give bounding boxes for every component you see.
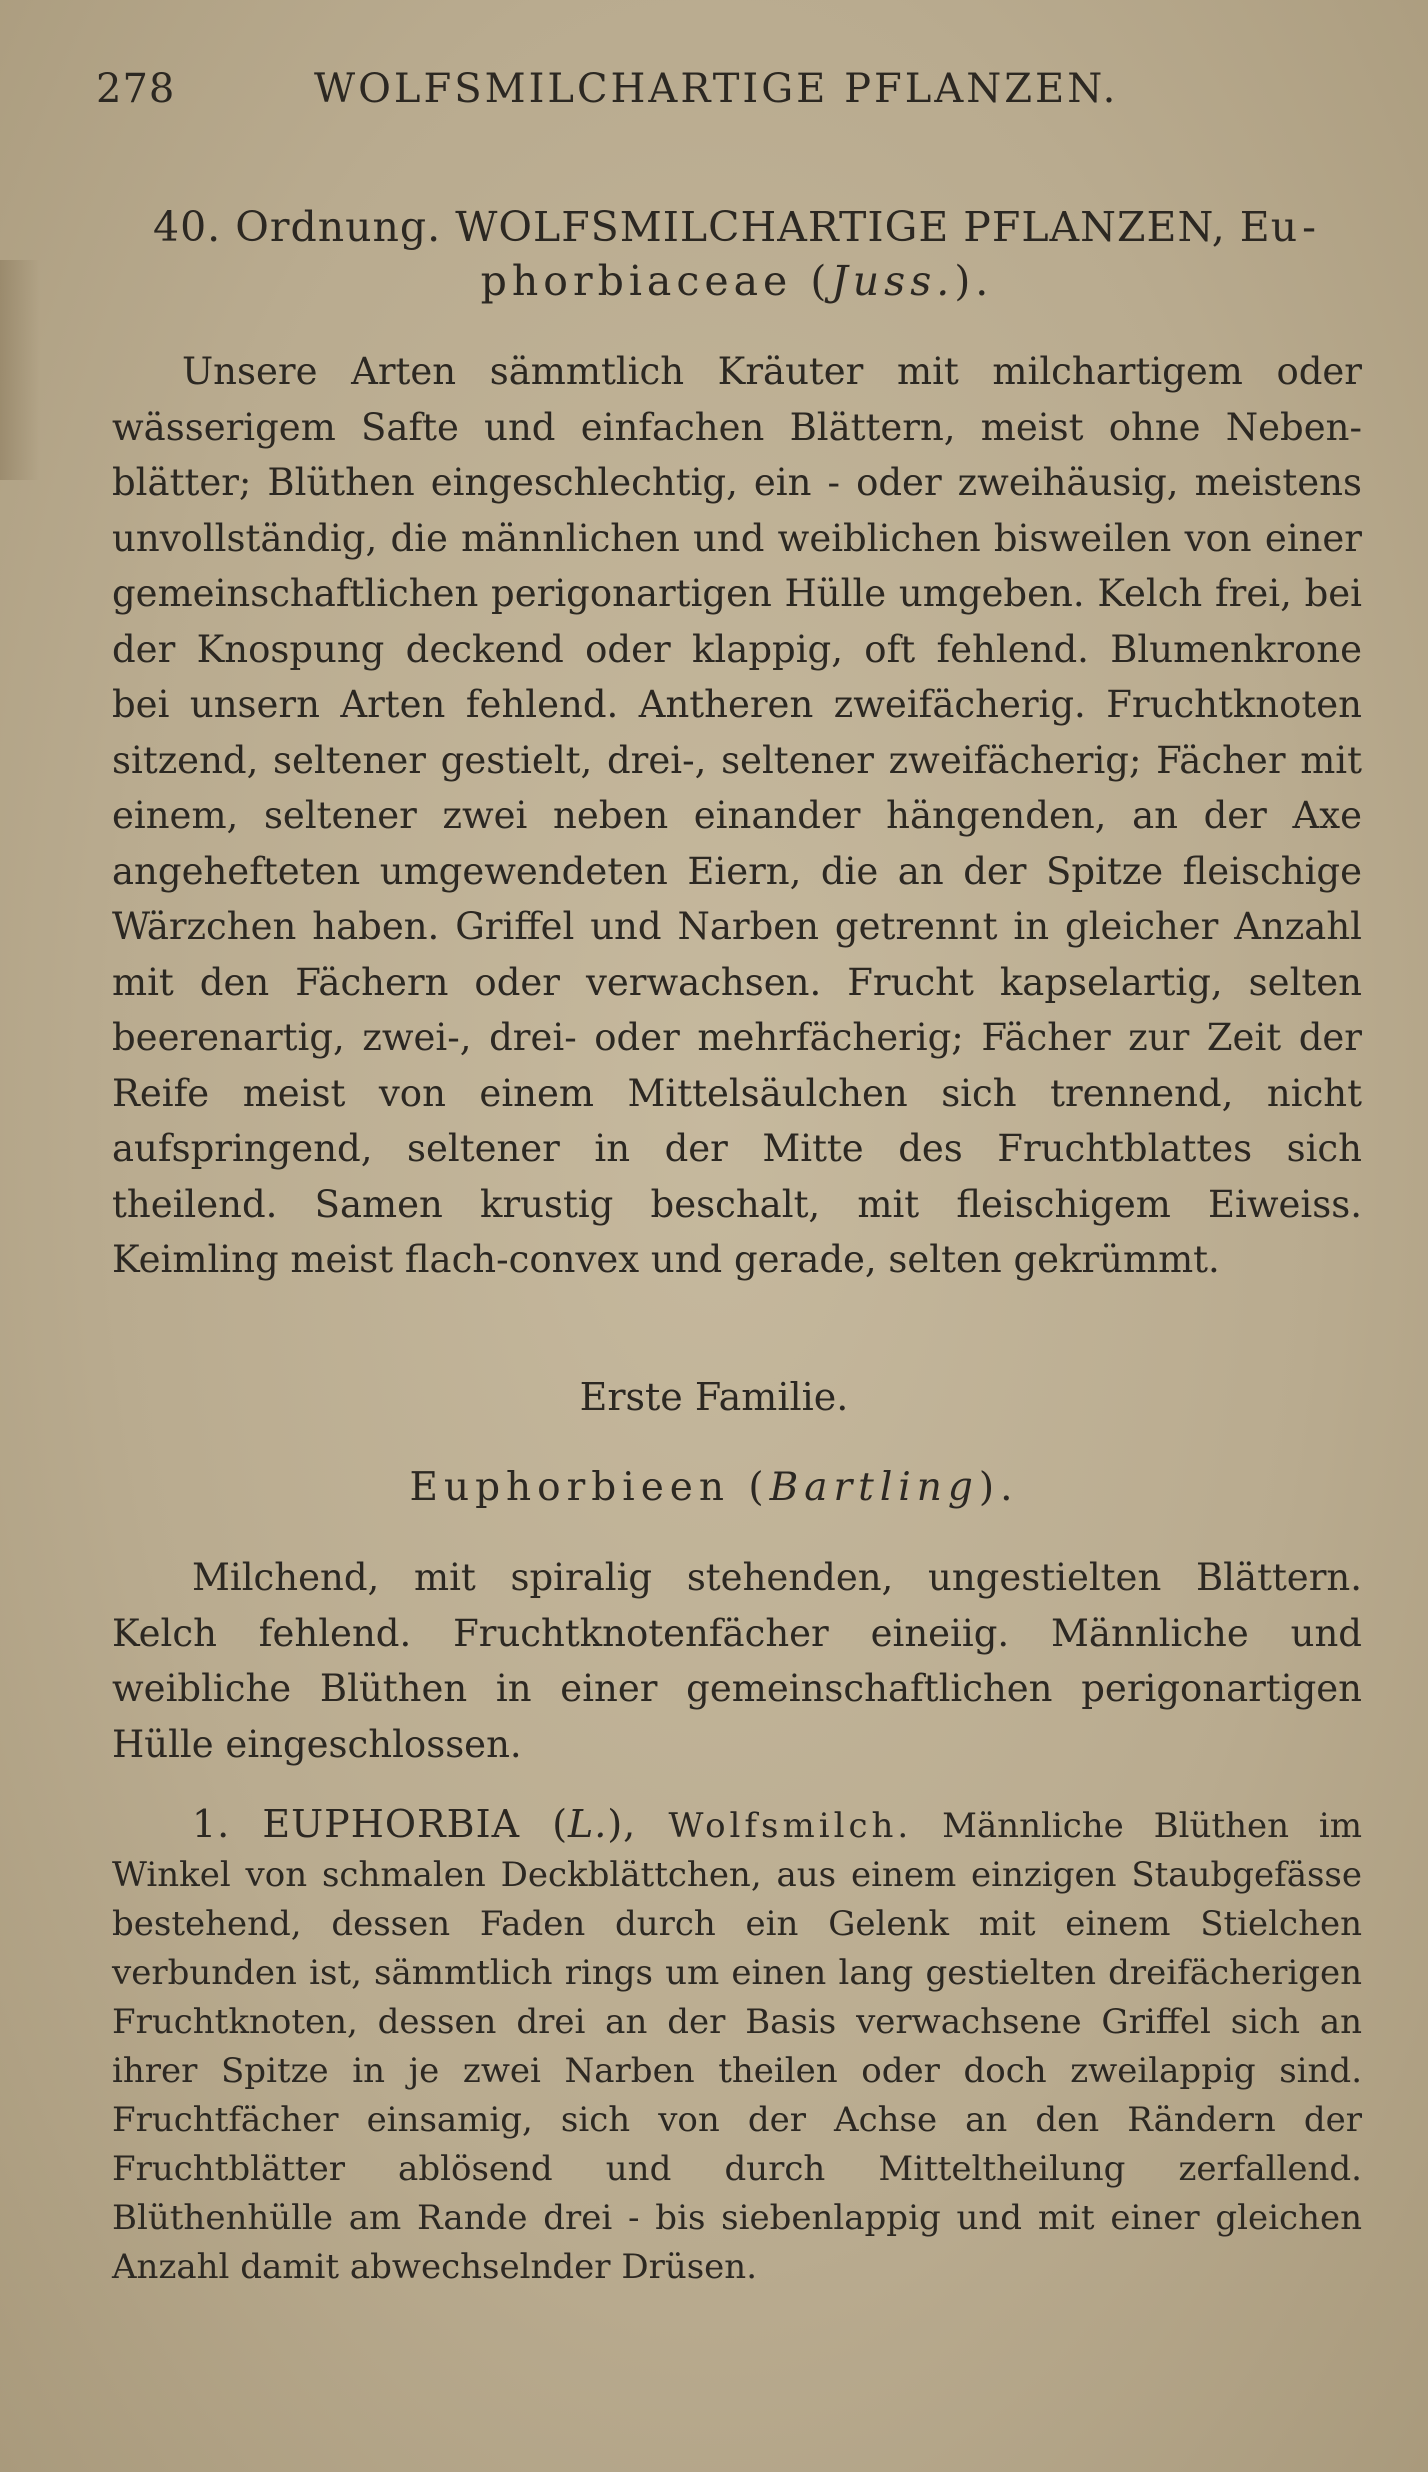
paragraph-family-description: Milchend, mit spiralig stehenden, ungestielten Blättern. Kelch fehlend. Fruchtknotenfächer eineiig. Männliche und weibliche Blüthen in einer gemeinschaftlichen perigonartigen Hülle eingeschlossen.	[112, 1556, 1362, 1766]
paragraph-genus-description	[112, 1800, 1362, 2292]
family-authority: Bartling	[769, 1465, 979, 1510]
chapter-title	[112, 200, 1362, 308]
genus-common-name: Wolfsmilch.	[668, 1806, 913, 1846]
page-header	[96, 66, 1296, 126]
family-label: Erste Familie.	[579, 1375, 849, 1419]
genus-name: 1. EUPHORBIA (	[192, 1802, 569, 1846]
chapter-line2: phorbiaceae (	[480, 257, 832, 305]
family-name	[0, 1465, 1428, 1510]
chapter-prefix: 40. Ordnung. WOLFSMILCHARTIGE PFLANZEN, E	[153, 203, 1271, 251]
chapter-close: ).	[954, 257, 994, 305]
chapter-authority: Juss.	[831, 257, 955, 305]
running-head: WOLFSMILCHARTIGE PFLANZEN.	[314, 66, 1119, 112]
page-number: 278	[96, 66, 176, 112]
genus-description: Männliche Blüthen im Winkel von schmalen Deckblättchen, aus einem einzigen Staubgefässe bestehend, dessen Faden durch ein Gelenk mit einem Stielchen verbunden ist, sämmtlich rings um einen lang gestielten dreifächerigen Fruchtknoten, dessen drei an der Basis verwachsene Griffel sich an ihrer Spitze in je zwei Narben theilen oder doch zweilappig sind. Fruchtfächer einsamig, sich von der Achse an den Rändern der Fruchtblätter ablösend und durch Mitteltheilung zerfallend. Blüthenhülle am Rande drei - bis siebenlappig und mit einer gleichen Anzahl damit abwechselnder Drüsen.	[112, 1806, 1363, 2287]
genus-authority: L.	[568, 1802, 608, 1846]
family-close: ).	[978, 1465, 1019, 1510]
chapter-spaced-tail: u-	[1270, 203, 1321, 251]
family-name-text: Euphorbieen (	[409, 1465, 770, 1510]
paragraph-order-description: Unsere Arten sämmtlich Kräuter mit milchartigem oder wässerigem Safte und einfachen Blättern, meist ohne Nebenblätter; Blüthen eingeschlechtig, ein - oder zweihäusig, meistens unvollständig, die männlichen und weiblichen bisweilen von einer gemeinschaftlichen perigonartigen Hülle umgeben. Kelch frei, bei der Knospung deckend oder klappig, oft fehlend. Blumenkrone bei unsern Arten fehlend. Antheren zweifächerig. Fruchtknoten sitzend, seltener gestielt, drei-, seltener zweifächerig; Fächer mit einem, seltener zwei neben einander hängenden, an der Axe angehefteten umgewendeten Eiern, die an der Spitze fleischige Wärzchen haben. Griffel und Narben getrennt in gleicher Anzahl mit den Fächern oder verwachsen. Frucht kapselartig, selten beerenartig, zwei-, drei- oder mehrfächerig; Fächer zur Zeit der Reife meist von einem Mittelsäulchen sich trennend, nicht aufspringend, seltener in der Mitte des Fruchtblattes sich theilend. Samen krustig beschalt, mit fleischigem Eiweiss. Keimling meist flach-convex und gerade, selten gekrümmt.	[112, 350, 1362, 1281]
page-stain	[0, 260, 40, 480]
chapter-title-line1	[112, 200, 1362, 254]
genus-after-authority: ),	[607, 1802, 669, 1846]
chapter-title-line2	[112, 254, 1362, 308]
